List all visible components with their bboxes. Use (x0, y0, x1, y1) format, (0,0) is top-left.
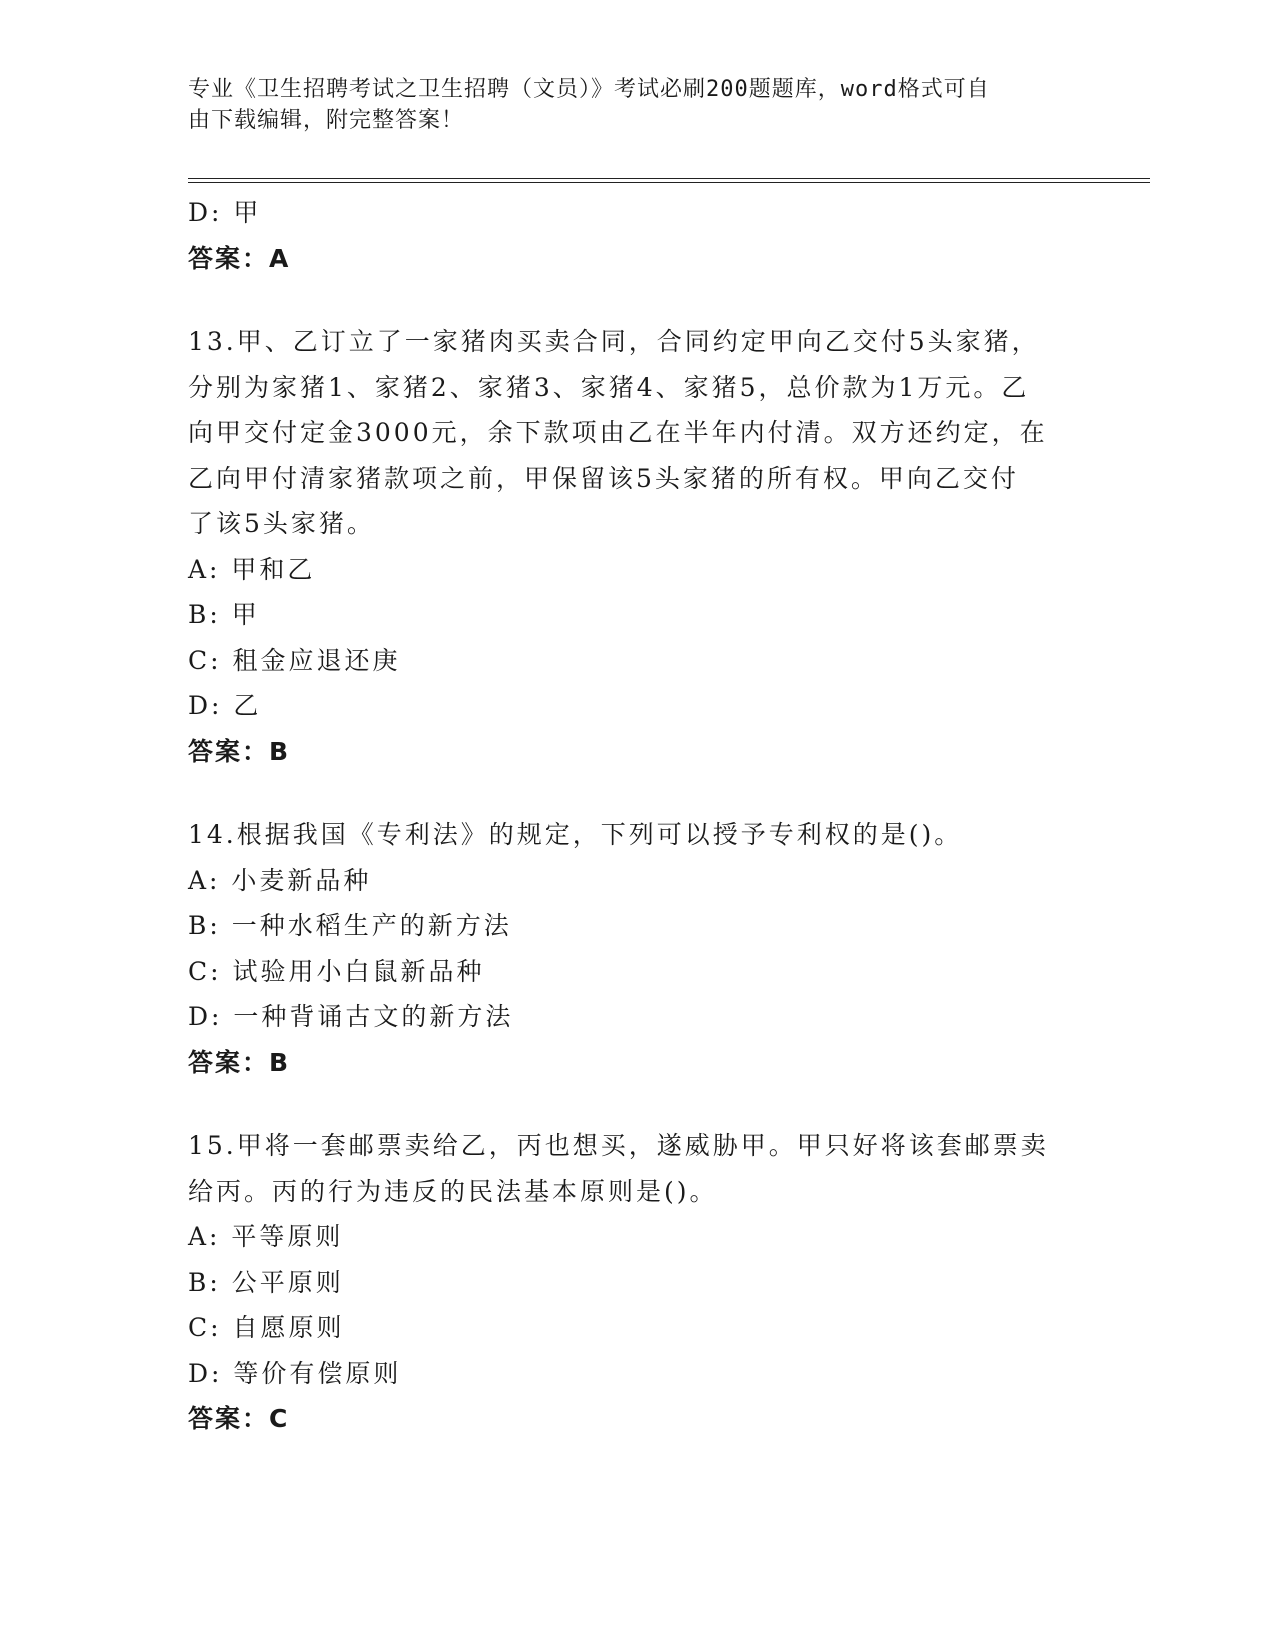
option-b: B: 公平原则 (188, 1267, 344, 1297)
answer: 答案：A (188, 243, 291, 273)
page-header (188, 74, 1058, 136)
answer: 答案：C (188, 1404, 290, 1433)
question-text-line: 向甲交付定金3000元，余下款项由乙在半年内付清。双方还约定，在 (188, 418, 1048, 447)
header-rule-bottom (188, 182, 1150, 183)
question-text-line: 给丙。丙的行为违反的民法基本原则是()。 (188, 1176, 718, 1206)
option-d: D: 等价有偿原则 (188, 1358, 402, 1388)
header-rule-top (188, 178, 1150, 179)
question-text-line: 分别为家猪1、家猪2、家猪3、家猪4、家猪5，总价款为1万元。乙 (188, 372, 1030, 402)
question-content (188, 190, 1088, 1442)
option-a: A: 甲和乙 (188, 554, 316, 584)
option-c: C: 自愿原则 (188, 1313, 345, 1342)
question-14 (188, 812, 1088, 1085)
question-text-line: 乙向甲付清家猪款项之前，甲保留该5头家猪的所有权。甲向乙交付 (188, 463, 1019, 493)
previous-question-tail (188, 190, 1088, 281)
option-b: B: 甲 (188, 600, 260, 629)
question-13 (188, 319, 1088, 774)
answer: 答案：B (188, 736, 291, 766)
option-d: D: 乙 (188, 691, 262, 720)
option-c: C: 试验用小白鼠新品种 (188, 956, 485, 986)
question-text-line: 13.甲、乙订立了一家猪肉买卖合同，合同约定甲向乙交付5头家猪， (188, 327, 1040, 356)
question-text-line: 15.甲将一套邮票卖给乙，丙也想买，遂威胁甲。甲只好将该套邮票卖 (188, 1131, 1049, 1160)
option-a: A: 平等原则 (188, 1222, 344, 1251)
option-a: A: 小麦新品种 (188, 865, 372, 895)
option-b: B: 一种水稻生产的新方法 (188, 911, 512, 940)
question-15 (188, 1123, 1088, 1442)
option-d: D: 甲 (188, 198, 262, 227)
question-text-line: 14.根据我国《专利法》的规定，下列可以授予专利权的是()。 (188, 820, 963, 849)
question-text-line: 了该5头家猪。 (188, 509, 375, 538)
header-line-1: 专业《卫生招聘考试之卫生招聘（文员）》考试必刷200题题库，word格式可自 (188, 77, 990, 102)
answer: 答案：B (188, 1047, 291, 1077)
option-c: C: 租金应退还庚 (188, 645, 401, 675)
header-line-2: 由下载编辑，附完整答案！ (188, 108, 465, 133)
option-d: D: 一种背诵古文的新方法 (188, 1002, 514, 1031)
